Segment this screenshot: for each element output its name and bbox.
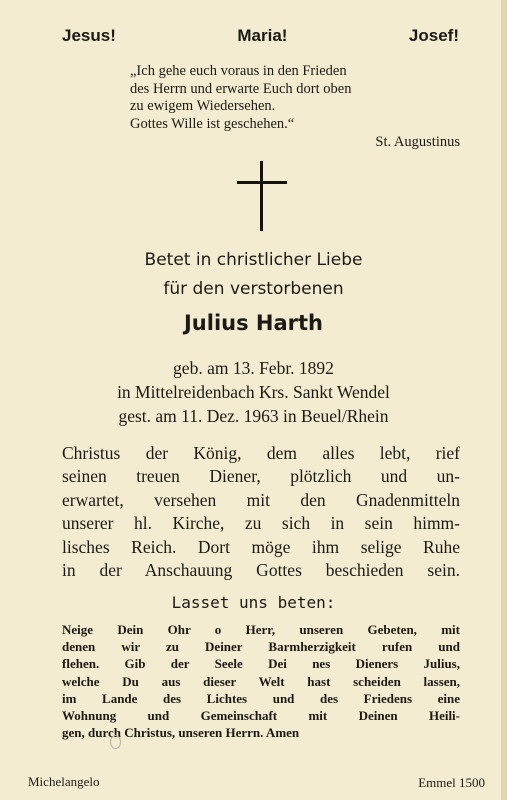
invocation-maria: Maria!	[237, 26, 288, 45]
memorial-line: erwartet, versehen mit den Gnadenmitteln	[62, 489, 460, 510]
prayer-line: im Lande des Lichtes und des Friedens eine	[62, 690, 460, 706]
memorial-line: lisches Reich. Dort möge ihm selige Ruhe	[62, 536, 460, 557]
pray-line: Betet in christlicher Liebe	[144, 250, 363, 270]
birth-place: in Mittelreidenbach Krs. Sankt Wendel	[117, 382, 390, 402]
quote-author: St. Augustinus	[375, 134, 460, 150]
prayer-text	[62, 621, 460, 741]
memorial-line: seinen treuen Diener, plötzlich und un-	[62, 466, 460, 487]
ink-smudge	[110, 735, 121, 749]
prayer-heading: Lasset uns beten:	[171, 593, 336, 612]
birth-date: geb. am 13. Febr. 1892	[173, 358, 334, 378]
quote-line: „Ich gehe euch voraus in den Frieden	[130, 63, 347, 79]
prayer-line: gen, durch Christus, unseren Herrn. Amen	[62, 725, 300, 741]
invocation-josef: Josef!	[408, 26, 459, 45]
cross-icon	[237, 161, 287, 231]
artist-credit: Michelangelo	[28, 774, 100, 789]
pray-for-heading	[0, 246, 507, 304]
prayer-line: flehen. Gib der Seele Dei nes Dieners Julius,	[62, 656, 460, 672]
printer-credit: Emmel 1500	[418, 775, 485, 790]
death-date: gest. am 11. Dez. 1963 in Beuel/Rhein	[118, 406, 389, 426]
quote-line: zu ewigem Wiedersehen.	[130, 98, 276, 114]
life-dates	[0, 356, 507, 428]
augustinus-quote	[130, 63, 460, 152]
prayer-line: Neige Dein Ohr o Herr, unseren Gebeten, mit	[62, 622, 460, 637]
invocation-row	[62, 26, 459, 46]
invocation-jesus: Jesus!	[62, 26, 116, 45]
deceased-name: Julius Harth	[183, 311, 323, 335]
pray-line: für den verstorbenen	[163, 279, 344, 299]
memorial-text	[62, 442, 460, 582]
prayer-line: Wohnung und Gemeinschaft mit Deinen Heili-	[62, 708, 460, 724]
memorial-line: in der Anschauung Gottes beschieden sein.	[62, 560, 460, 581]
prayer-line: welche Du aus dieser Welt hast scheiden lassen,	[62, 673, 460, 689]
quote-line: Gottes Wille ist geschehen.“	[130, 115, 295, 132]
prayer-line: denen wir zu Deiner Barmherzigkeit rufen und	[62, 639, 460, 655]
memorial-line: unserer hl. Kirche, zu sich in sein himm-	[62, 513, 460, 534]
memorial-line: Christus der König, dem alles lebt, rief	[62, 443, 460, 463]
quote-line: des Herrn und erwarte Euch dort oben	[130, 80, 352, 97]
